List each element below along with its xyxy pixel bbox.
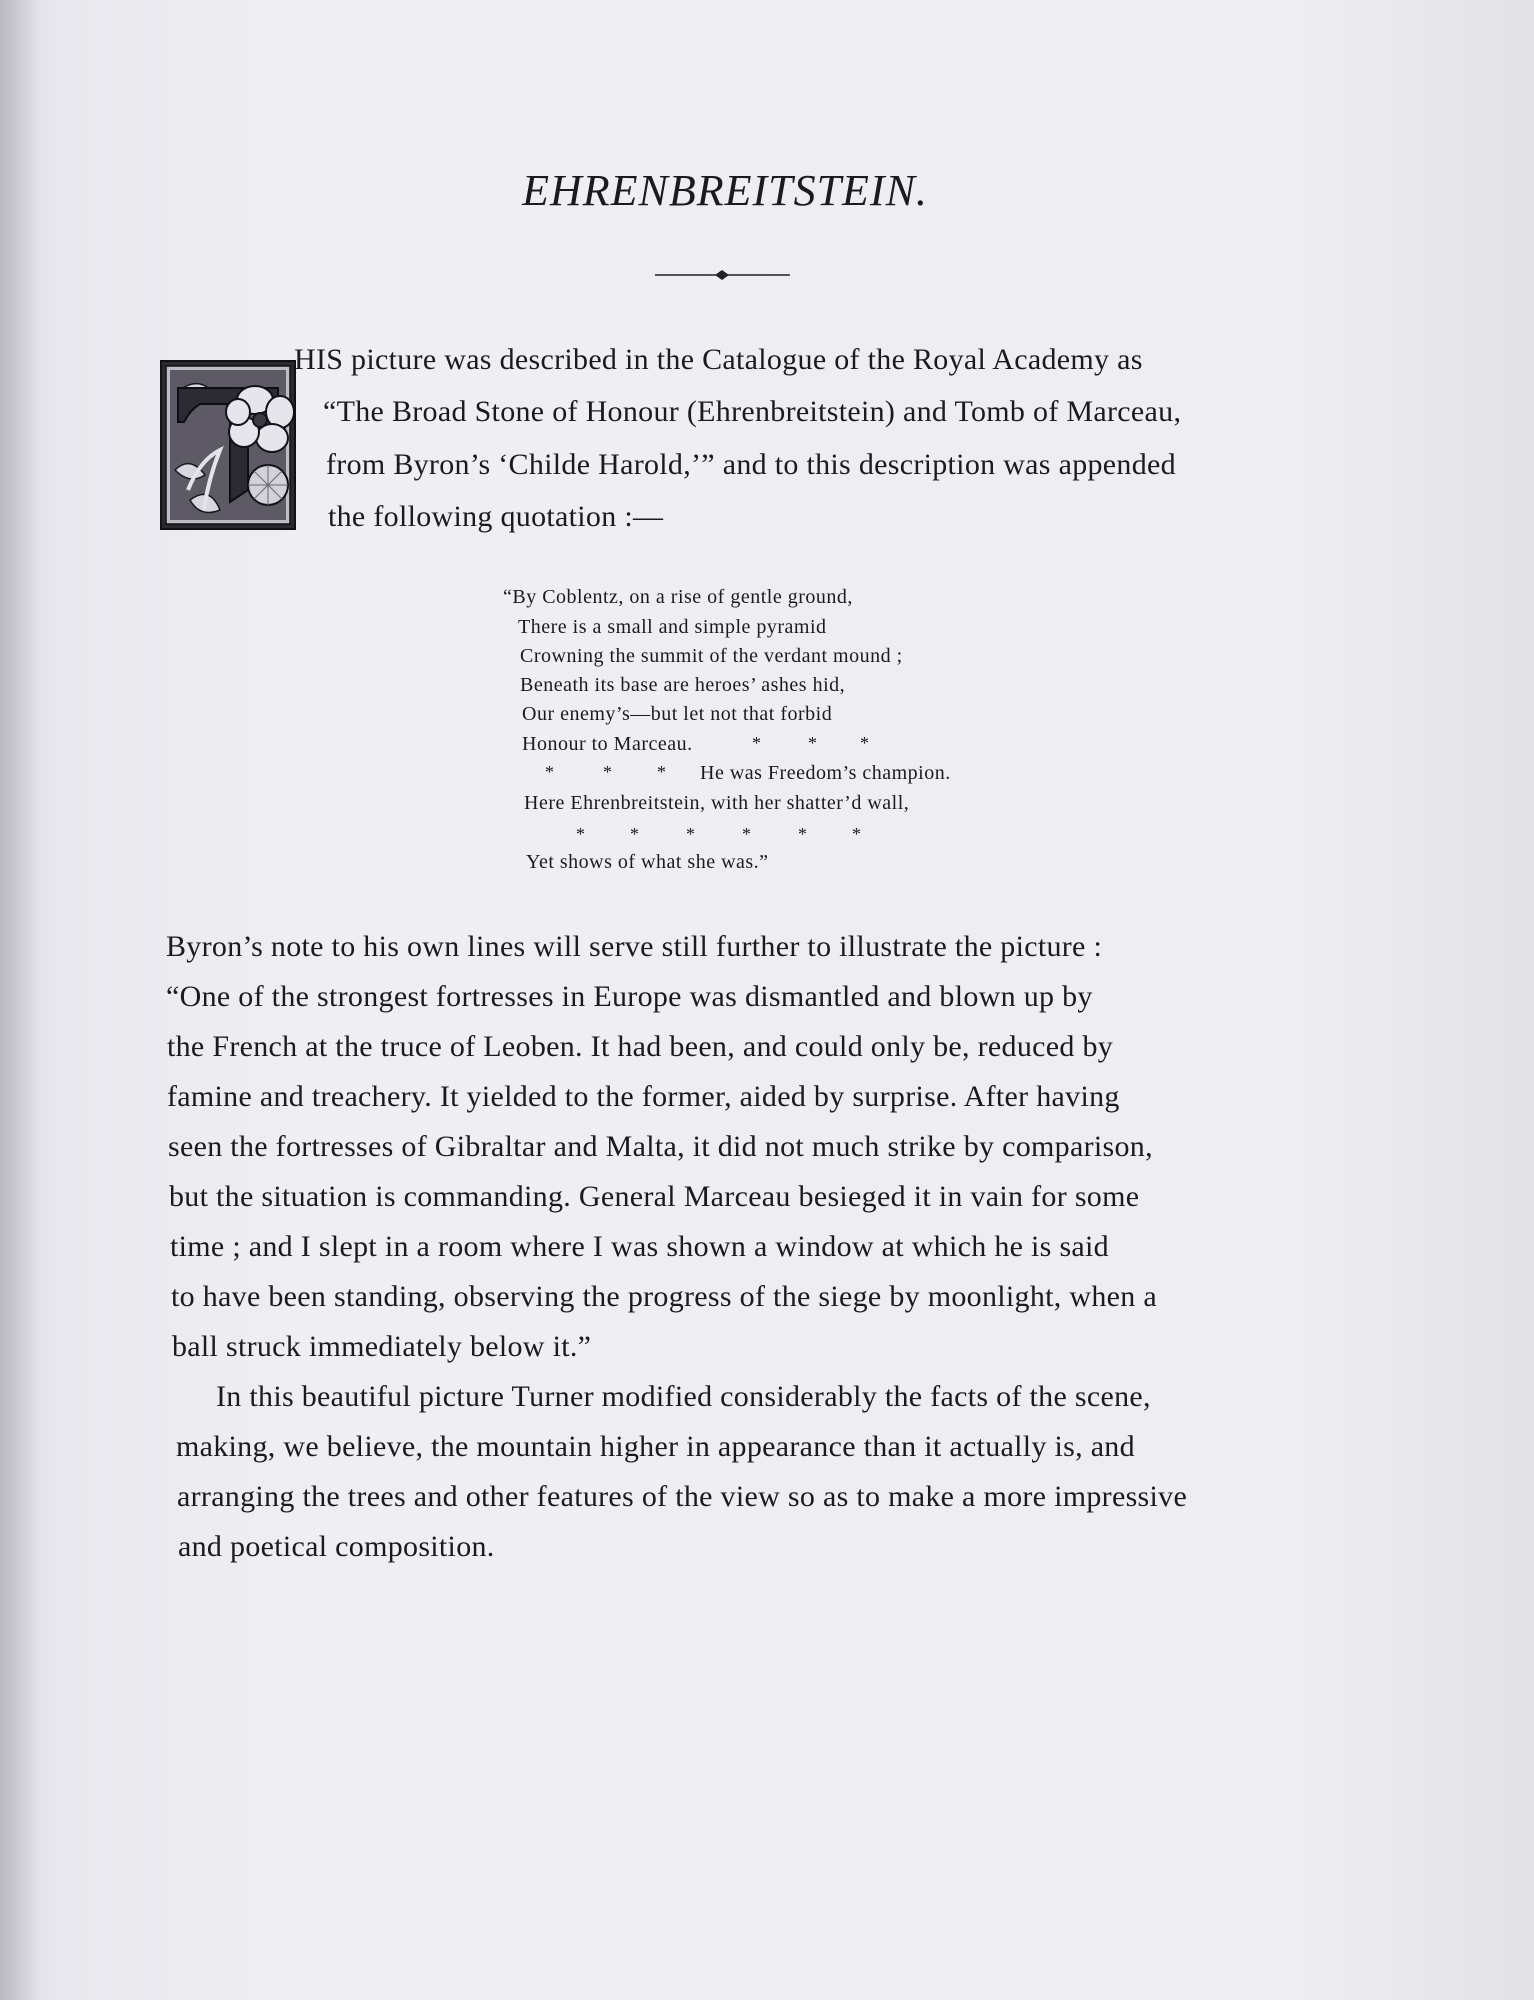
body-line: but the situation is commanding. General Marceau besieged it in vain for some <box>169 1180 1140 1213</box>
ellipsis-star: * <box>808 733 817 753</box>
page-title: EHRENBREITSTEIN. <box>522 166 928 215</box>
ellipsis-star: * <box>860 733 869 753</box>
body-line: making, we believe, the mountain higher in appearance than it actually is, and <box>176 1430 1135 1463</box>
body-line: time ; and I slept in a room where I was shown a window at which he is said <box>170 1230 1109 1263</box>
poem-line: “By Coblentz, on a rise of gentle ground, <box>503 586 853 608</box>
poem-line: Our enemy’s—but let not that forbid <box>522 703 833 725</box>
intro-line: from Byron’s ‘Childe Harold,’” and to this description was appended <box>326 448 1176 481</box>
ellipsis-star: * <box>686 824 695 844</box>
ellipsis-star: * <box>630 824 639 844</box>
poem-line: Crowning the summit of the verdant mound ; <box>520 645 903 667</box>
gutter-shadow <box>0 0 40 2000</box>
body-line: ball struck immediately below it.” <box>172 1330 592 1363</box>
body-line: seen the fortresses of Gibraltar and Malta, it did not much strike by comparison, <box>168 1130 1153 1163</box>
title-ornament <box>655 268 790 282</box>
intro-line: the following quotation :— <box>328 500 664 533</box>
body-line: and poetical composition. <box>178 1530 495 1563</box>
body-line: In this beautiful picture Turner modified considerably the facts of the scene, <box>216 1380 1151 1413</box>
ellipsis-star: * <box>742 824 751 844</box>
poem-line: He was Freedom’s champion. <box>700 762 951 784</box>
body-line: famine and treachery. It yielded to the former, aided by surprise. After having <box>167 1080 1120 1113</box>
ellipsis-star: * <box>852 824 861 844</box>
poem-line: Honour to Marceau. <box>522 733 693 755</box>
poem-line: Beneath its base are heroes’ ashes hid, <box>520 674 846 696</box>
body-line: “One of the strongest fortresses in Europe was dismantled and blown up by <box>166 980 1093 1013</box>
ellipsis-star: * <box>657 762 666 782</box>
dropcap-t-ornament <box>160 360 296 530</box>
poem-line: There is a small and simple pyramid <box>518 616 827 638</box>
body-line: the French at the truce of Leoben. It had been, and could only be, reduced by <box>167 1030 1114 1063</box>
poem-line: Yet shows of what she was.” <box>526 851 769 873</box>
intro-line: HIS picture was described in the Catalogue of the Royal Academy as <box>294 343 1143 376</box>
poem-line: Here Ehrenbreitstein, with her shatter’d wall, <box>524 792 910 814</box>
ellipsis-star: * <box>798 824 807 844</box>
ellipsis-star: * <box>576 824 585 844</box>
ellipsis-star: * <box>752 733 761 753</box>
ellipsis-star: * <box>545 762 554 782</box>
body-line: to have been standing, observing the progress of the siege by moonlight, when a <box>171 1280 1157 1313</box>
ellipsis-star: * <box>603 762 612 782</box>
intro-line: “The Broad Stone of Honour (Ehrenbreitstein) and Tomb of Marceau, <box>323 395 1182 428</box>
body-line: Byron’s note to his own lines will serve still further to illustrate the picture : <box>166 930 1103 963</box>
body-line: arranging the trees and other features of the view so as to make a more impressive <box>177 1480 1188 1513</box>
